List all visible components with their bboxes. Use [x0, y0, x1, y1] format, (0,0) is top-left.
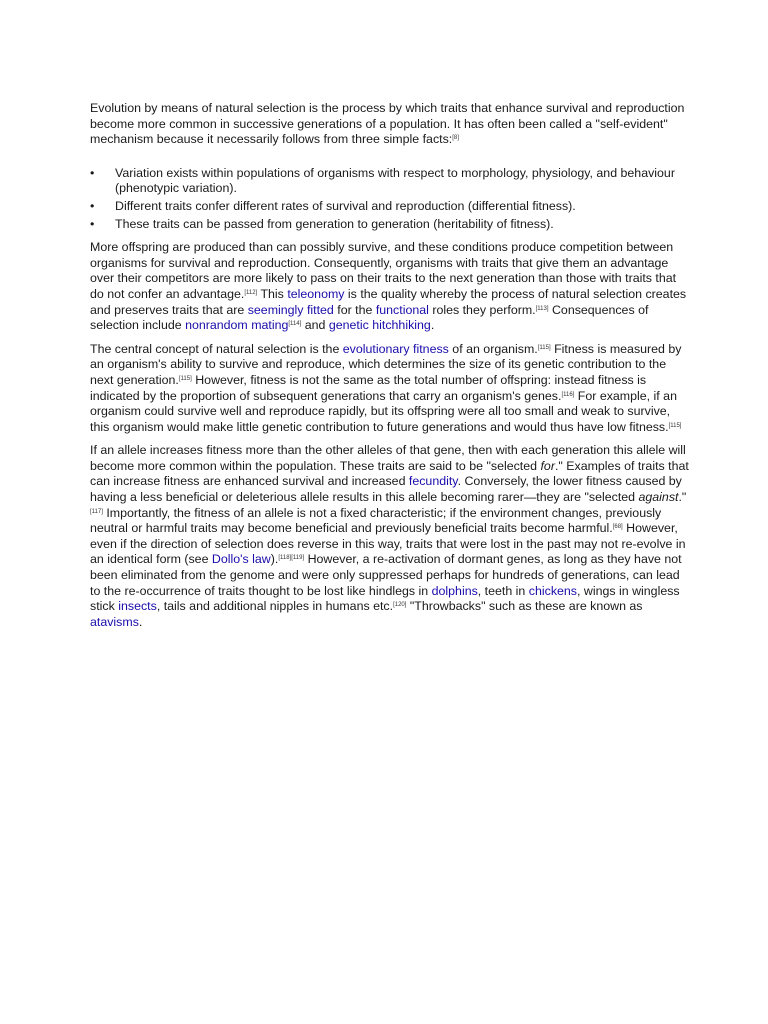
paragraph-text: The central concept of natural selection is the	[90, 341, 343, 356]
intro-paragraph	[90, 101, 690, 148]
citation-112[interactable]: [112]	[244, 289, 258, 296]
list-item	[90, 199, 690, 215]
paragraph-text: "Throwbacks" such as these are known as	[406, 599, 643, 614]
bullet-icon: •	[90, 198, 95, 213]
competition-paragraph	[90, 240, 690, 334]
list-item	[90, 166, 690, 197]
paragraph-text: for the	[333, 302, 376, 317]
paragraph-text: and	[301, 318, 329, 333]
link-nonrandom-mating[interactable]: nonrandom mating	[185, 318, 289, 333]
paragraph-text: ." Examples of traits that can increase fitness are enhanced survival and increased	[90, 458, 689, 489]
citation-116[interactable]: [116]	[561, 391, 575, 398]
citation-68[interactable]: [68]	[612, 524, 623, 531]
paragraph-text: Consequences of selection include	[90, 302, 649, 333]
link-functional[interactable]: functional	[375, 302, 429, 317]
paragraph-text: .	[430, 318, 435, 333]
allele-paragraph	[90, 443, 690, 630]
paragraph-text: Fitness is measured by an organism's ability to survive and reproduce, which determines the size of its genetic contribution to the next generation.	[90, 341, 682, 387]
paragraph-text: is the quality whereby the process of natural selection creates and preserves traits that are	[90, 286, 687, 317]
paragraph-text: However, fitness is not the same as the total number of offspring: instead fitness is indicated by the proportion of subsequent generations that carry an organism's genes.	[90, 372, 647, 403]
paragraph-text: , tails and additional nipples in humans etc.	[156, 599, 394, 614]
paragraph-text: of an organism.	[448, 341, 538, 356]
emphasis-for: for	[540, 458, 555, 473]
citation-119[interactable]: [119]	[291, 555, 305, 562]
bullet-icon: •	[90, 165, 95, 180]
link-seemingly-fitted[interactable]: seemingly fitted	[247, 302, 334, 317]
bullet-icon: •	[90, 216, 95, 231]
emphasis-against: against	[638, 490, 679, 505]
link-dollos-law[interactable]: Dollo's law	[211, 552, 271, 567]
citation-117[interactable]: [117]	[90, 508, 103, 515]
paragraph-text: If an allele increases fitness more than the other alleles of that gene, then with each generation this allele will become more common within the population. These traits are said to be "selected	[90, 443, 686, 473]
link-teleonomy[interactable]: teleonomy	[287, 286, 345, 301]
citation-114[interactable]: [114]	[288, 321, 302, 328]
paragraph-text: ).	[270, 552, 279, 567]
link-genetic-hitchhiking[interactable]: genetic hitchhiking	[328, 318, 431, 333]
facts-list	[90, 166, 690, 232]
link-insects[interactable]: insects	[118, 599, 157, 614]
paragraph-text: For example, if an organism could survive well and reproduce rapidly, but its offspring were all too small and weak to survive, this organism would make little genetic contribution to future generations and would thus have low fitness.	[90, 388, 677, 434]
citation-8[interactable]: [8]	[452, 135, 459, 142]
citation-115[interactable]: [115]	[668, 422, 682, 429]
paragraph-text: Importantly, the fitness of an allele is not a fixed characteristic; if the environment changes, previously neutral or harmful traits may become beneficial and previously beneficial traits become harmful.	[90, 505, 662, 536]
citation-113[interactable]: [113]	[535, 305, 549, 312]
paragraph-text: , wings in wingless stick	[90, 583, 680, 614]
link-atavisms[interactable]: atavisms	[90, 614, 139, 629]
paragraph-text: .	[138, 614, 143, 629]
paragraph-text: However, even if the direction of selection does reverse in this way, traits that were lost in the past may not re-evolve in an identical form (see	[90, 521, 686, 567]
link-fecundity[interactable]: fecundity	[408, 474, 458, 489]
link-evolutionary-fitness[interactable]: evolutionary fitness	[342, 341, 449, 356]
intro-text: Evolution by means of natural selection is the process by which traits that enhance survival and reproduction become more common in successive generations of a population. It has often been called a "self-evident" mechanism because it necessarily follows from three simple facts:	[90, 101, 685, 147]
fact-text: These traits can be passed from generation to generation (heritability of fitness).	[115, 216, 554, 231]
paragraph-text: However, a re-activation of dormant genes, as long as they have not been eliminated from the genome and were only suppressed perhaps for hundreds of generations, can lead to the re-occurrence of traits thought to be lost like hindlegs in	[90, 552, 682, 598]
paragraph-text: This	[257, 286, 288, 301]
list-item	[90, 217, 690, 233]
fact-text: Different traits confer different rates of survival and reproduction (differential fitness).	[115, 198, 576, 213]
link-dolphins[interactable]: dolphins	[431, 583, 478, 598]
paragraph-text: . Conversely, the lower fitness caused by having a less beneficial or deleterious allele results in this allele becoming rarer—they are "selected	[90, 474, 682, 505]
paragraph-text: More offspring are produced than can possibly survive, and these conditions produce competition between organisms for survival and reproduction. Consequently, organisms with traits that give them an advantage over their competitors are more likely to pass on their traits to the next generation than those with traits that do not confer an advantage.	[90, 240, 677, 301]
citation-115[interactable]: [115]	[537, 344, 551, 351]
paragraph-text: ."	[678, 490, 687, 505]
paragraph-text: , teeth in	[477, 583, 529, 598]
citation-120[interactable]: [120]	[393, 602, 407, 609]
fact-text: Variation exists within populations of organisms with respect to morphology, physiology, and behaviour (phenotypic variation).	[115, 165, 675, 196]
article-body	[90, 101, 690, 638]
fitness-paragraph	[90, 342, 690, 436]
citation-118[interactable]: [118]	[278, 555, 292, 562]
paragraph-text: roles they perform.	[428, 302, 536, 317]
citation-115[interactable]: [115]	[178, 375, 192, 382]
link-chickens[interactable]: chickens	[528, 583, 577, 598]
